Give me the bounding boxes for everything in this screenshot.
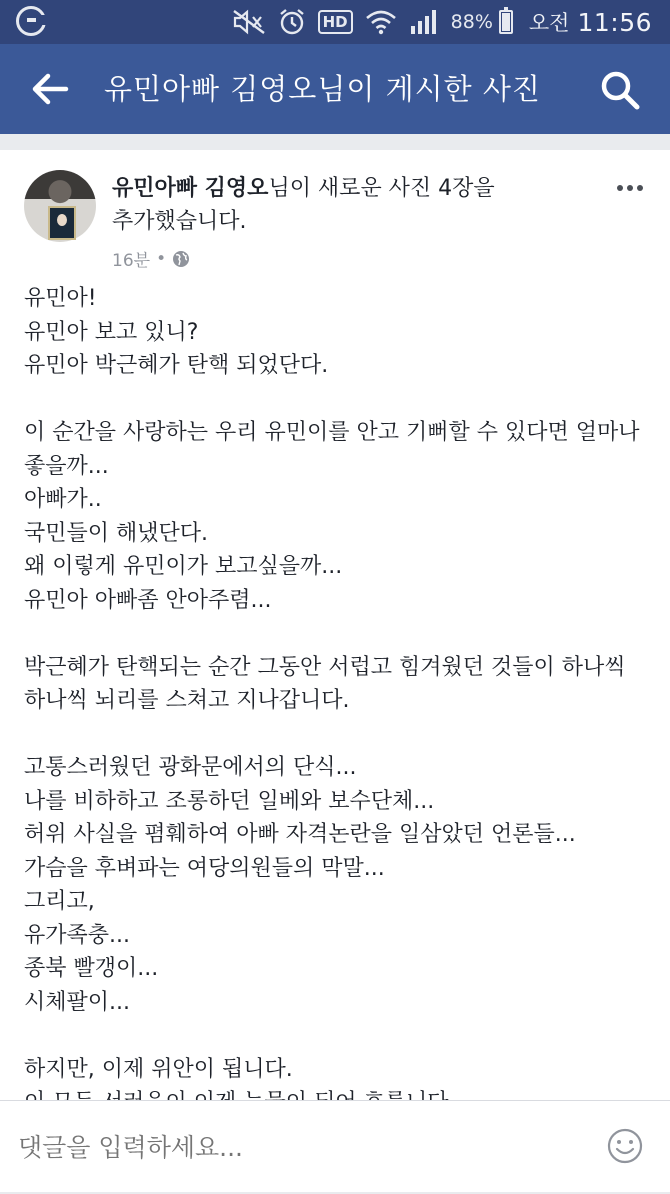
page-title: 유민아빠 김영오님이 게시한 사진 bbox=[104, 72, 541, 106]
post-action-text: 님이 새로운 사진 4장을 bbox=[268, 176, 495, 201]
status-ampm: 오전 bbox=[528, 11, 570, 35]
status-bar bbox=[0, 0, 670, 44]
globe-icon bbox=[172, 250, 190, 268]
signal-icon bbox=[409, 8, 439, 36]
alarm-icon bbox=[278, 8, 306, 36]
post-header bbox=[112, 172, 592, 238]
author-name[interactable]: 유민아빠 김영오 bbox=[112, 176, 269, 201]
post-meta bbox=[112, 246, 190, 271]
post-timestamp[interactable]: 16분 bbox=[112, 251, 151, 271]
post-action-text-2: 추가했습니다. bbox=[112, 209, 247, 234]
post-body-text: 유민아! 유민아 보고 있니? 유민아 박근혜가 탄핵 되었단다. 이 순간을 사랑하는 우리 유민이를 안고 기뻐할 수 있다면 얼마나 좋을까... 아빠가.. 국민들이 해냈단다. 왜 이렇게 유민이가 보고싶을까... 유민아 아빠좀 안아주렴... 박근혜가 탄핵되는 순간 그동안 서럽고 힘겨웠던 것들이 하나씩 하나씩 뇌리를 스쳐고 지나갑니다. 고통스러웠던 광화문에서의 단식... 나를 비하하고 조롱하던 일베와 보수단체... 허위 사실을 폄훼하여 아빠 자격논란을 일삼았던 언론들... 가슴을 후벼파는 여당의원들의 막말... 그리고, 유가족충... 종북 빨갱이... 시체팔이... 하지만, 이제 위안이 됩니다. bbox=[24, 286, 640, 1082]
wifi-icon bbox=[365, 8, 397, 36]
app-bar bbox=[0, 44, 670, 134]
meta-separator: • bbox=[156, 248, 167, 269]
comment-bar bbox=[0, 1100, 670, 1192]
status-time: 11:56 bbox=[577, 7, 652, 37]
back-arrow-icon[interactable] bbox=[30, 70, 70, 108]
emoji-icon[interactable] bbox=[606, 1127, 644, 1165]
post-card bbox=[0, 150, 670, 1100]
battery-icon bbox=[499, 10, 513, 34]
hd-voice-icon: HD bbox=[318, 10, 353, 34]
more-options-icon[interactable] bbox=[616, 178, 644, 188]
mute-icon bbox=[232, 9, 266, 35]
avatar[interactable] bbox=[24, 170, 96, 242]
app-logo-icon bbox=[16, 6, 46, 36]
battery-percent: 88% bbox=[450, 11, 493, 33]
comment-input[interactable] bbox=[16, 1101, 560, 1194]
search-icon[interactable] bbox=[600, 70, 640, 110]
